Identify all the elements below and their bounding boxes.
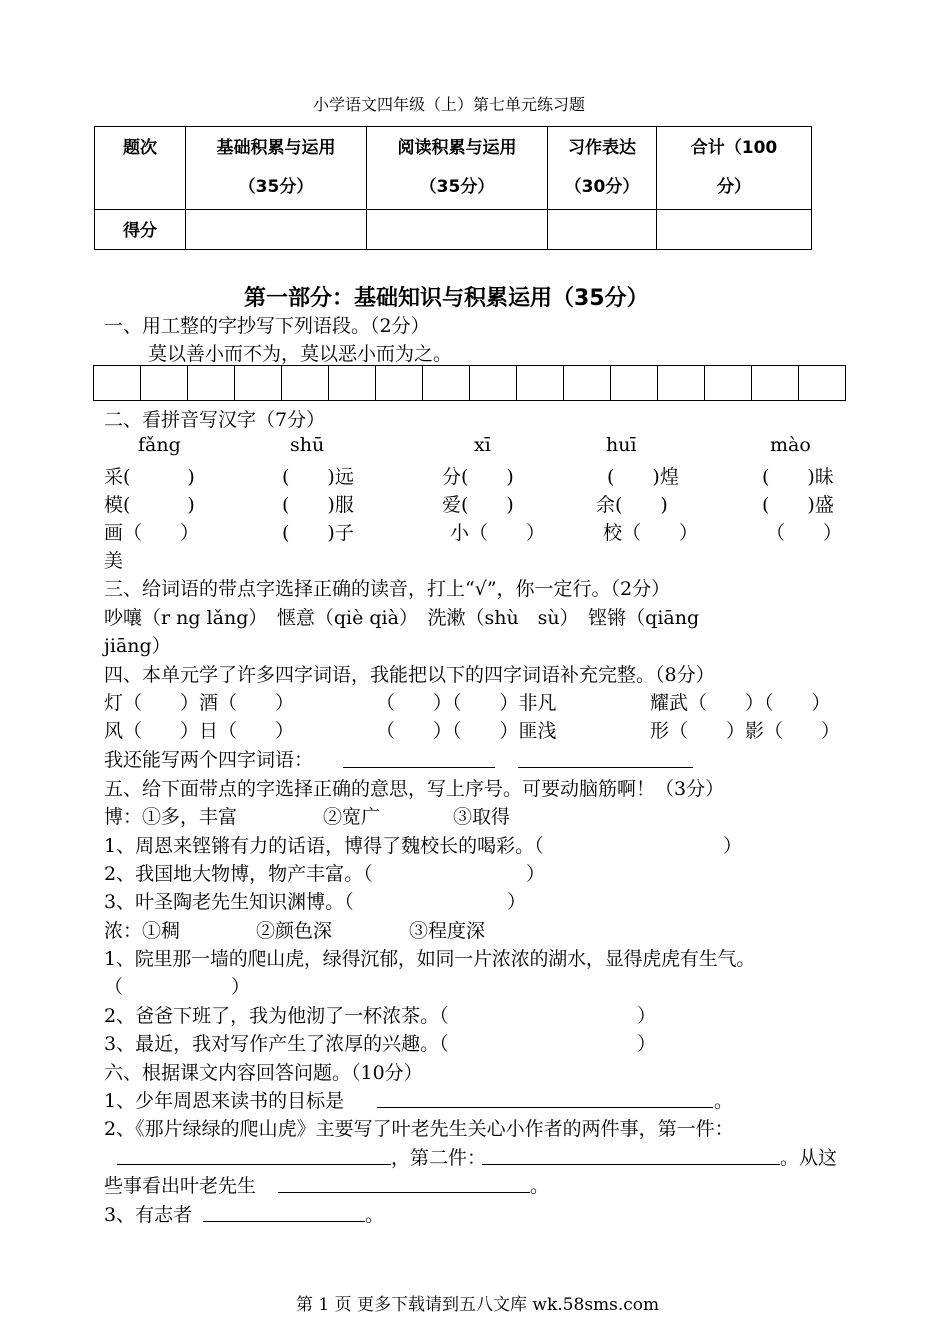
period: 。 xyxy=(714,1090,734,1112)
period: 。 xyxy=(530,1175,550,1197)
q1-title: 一、用工整的字抄写下列语段。（2分） xyxy=(104,315,430,337)
pinyin: shū xyxy=(290,434,325,456)
q4-item[interactable]: （ ）（ ）匪浅 xyxy=(376,720,557,742)
q6-item: 3、有志者 xyxy=(104,1204,193,1226)
q2-item[interactable]: ( )煌 xyxy=(607,466,679,488)
nong-meaning: ②颜色深 xyxy=(256,920,333,942)
bo-meaning: 博：①多，丰富 xyxy=(104,806,238,828)
score-row-label: 得分 xyxy=(95,210,186,250)
pinyin: huī xyxy=(606,434,637,456)
score-row xyxy=(95,210,812,250)
q4-extra-label: 我还能写两个四字词语： xyxy=(104,749,314,771)
part1-title: 第一部分：基础知识与积累运用（35分） xyxy=(244,286,649,311)
page-footer: 第 1 页 更多下载请到五八文库 wk.58sms.com xyxy=(296,1295,660,1315)
header-cell: 习作表达 （30分） xyxy=(548,127,657,210)
q6-item: ，第二件： xyxy=(391,1147,487,1169)
score-table xyxy=(94,126,812,250)
q4-item[interactable]: 形（ ）影（ ） xyxy=(650,720,841,742)
score-table-header-row xyxy=(95,127,812,210)
score-input-cell[interactable] xyxy=(548,210,657,250)
q2-item[interactable]: ( )远 xyxy=(282,466,354,488)
q6-item: 2、《那片绿绿的爬山虎》主要写了叶老先生关心小作者的两件事，第一件： xyxy=(104,1118,734,1140)
q5-item: 3、叶圣陶老先生知识渊博。（ xyxy=(104,891,354,913)
q4-title: 四、本单元学了许多四字词语，我能把以下的四字词语补充完整。（8分） xyxy=(104,664,715,686)
answer-paren-close[interactable]: ） xyxy=(507,891,527,913)
q2-item[interactable]: ( )盛 xyxy=(762,494,834,516)
q4-item[interactable]: 风（ ）日（ ） xyxy=(104,720,295,742)
q5-item: 3、最近，我对写作产生了浓厚的兴趣。（ xyxy=(104,1033,449,1055)
pinyin: xī xyxy=(474,434,491,456)
q5-item: 2、我国地大物博，物产丰富。（ xyxy=(104,863,373,885)
score-input-cell[interactable] xyxy=(186,210,367,250)
q6-title: 六、根据课文内容回答问题。（10分） xyxy=(104,1062,423,1084)
q2-item[interactable]: 爱( ) xyxy=(442,494,514,516)
q6-item: 1、少年周恩来读书的目标是 xyxy=(104,1090,345,1112)
q2-item[interactable]: 模( ) xyxy=(104,494,195,516)
q2-item[interactable]: ( )子 xyxy=(282,522,354,544)
q6-item: 些事看出叶老先生 xyxy=(104,1175,257,1197)
answer-line[interactable] xyxy=(278,1192,530,1193)
pinyin: fǎng xyxy=(138,434,181,456)
bo-meaning: ③取得 xyxy=(453,806,511,828)
writing-grid[interactable] xyxy=(93,365,846,401)
q2-item[interactable]: 分( ) xyxy=(442,466,514,488)
q2-item[interactable]: 小（ ） xyxy=(450,522,546,544)
answer-paren-close[interactable]: ） xyxy=(723,835,743,857)
q3-options[interactable]: jiāng） xyxy=(104,635,171,657)
score-input-cell[interactable] xyxy=(367,210,548,250)
answer-line[interactable] xyxy=(117,1164,391,1165)
header-cell: 合计（100 分） xyxy=(657,127,812,210)
answer-paren-close[interactable]: ） xyxy=(637,1033,657,1055)
q3-options[interactable]: 吵嚷（r ng lǎng） 惬意（qiè qià） 洗漱（shù sù） 铿锵（qiāng xyxy=(104,607,700,629)
q3-title: 三、给词语的带点字选择正确的读音，打上“√”，你一定行。（2分） xyxy=(104,578,671,600)
nong-meaning: ③程度深 xyxy=(409,920,486,942)
q2-item[interactable]: （ ） xyxy=(766,522,843,544)
answer-paren-close[interactable]: ） xyxy=(231,976,251,998)
page-title: 小学语文四年级（上）第七单元练习题 xyxy=(313,95,586,114)
header-cell: 基础积累与运用 （35分） xyxy=(186,127,367,210)
q5-item: 1、周恩来铿锵有力的话语，博得了魏校长的喝彩。（ xyxy=(104,835,544,857)
q2-item[interactable]: 画（ ） xyxy=(104,522,200,544)
q5-item: 1、院里那一墙的爬山虎，绿得沉郁，如同一片浓浓的湖水，显得虎虎有生气。 xyxy=(104,948,756,970)
pinyin: mào xyxy=(770,434,811,456)
q4-item[interactable]: 耀武（ ）（ ） xyxy=(650,692,831,714)
q2-item[interactable]: 余( ) xyxy=(596,494,668,516)
answer-line[interactable] xyxy=(343,767,495,768)
header-cell: 题次 xyxy=(95,127,186,210)
answer-line[interactable] xyxy=(482,1164,780,1165)
q2-tail: 美 xyxy=(104,550,124,572)
nong-meaning: 浓：①稠 xyxy=(104,920,181,942)
answer-paren-close[interactable]: ） xyxy=(637,1005,657,1027)
score-input-cell[interactable] xyxy=(657,210,812,250)
period: 。 xyxy=(365,1204,385,1226)
q4-item[interactable]: （ ）（ ）非凡 xyxy=(376,692,557,714)
answer-paren-close[interactable]: ） xyxy=(526,863,546,885)
q5-title: 五、给下面带点的字选择正确的意思，写上序号。可要动脑筋啊！（3分） xyxy=(104,778,725,800)
q1-text: 莫以善小而不为，莫以恶小而为之。 xyxy=(148,343,453,365)
answer-paren-open[interactable]: （ xyxy=(104,976,124,998)
header-cell: 阅读积累与运用 （35分） xyxy=(367,127,548,210)
answer-line[interactable] xyxy=(377,1107,713,1108)
q2-title: 二、看拼音写汉字（7分） xyxy=(104,409,326,431)
q5-item: 2、爸爸下班了，我为他沏了一杯浓茶。（ xyxy=(104,1005,449,1027)
bo-meaning: ②宽广 xyxy=(323,806,381,828)
answer-line[interactable] xyxy=(518,767,693,768)
q6-item: 。从这 xyxy=(780,1147,838,1169)
answer-line[interactable] xyxy=(203,1221,365,1222)
q2-item[interactable]: 采( ) xyxy=(104,466,195,488)
q2-item[interactable]: 校（ ） xyxy=(603,522,699,544)
q2-item[interactable]: ( )昧 xyxy=(762,466,834,488)
q4-item[interactable]: 灯（ ）酒（ ） xyxy=(104,692,295,714)
q2-item[interactable]: ( )服 xyxy=(282,494,354,516)
